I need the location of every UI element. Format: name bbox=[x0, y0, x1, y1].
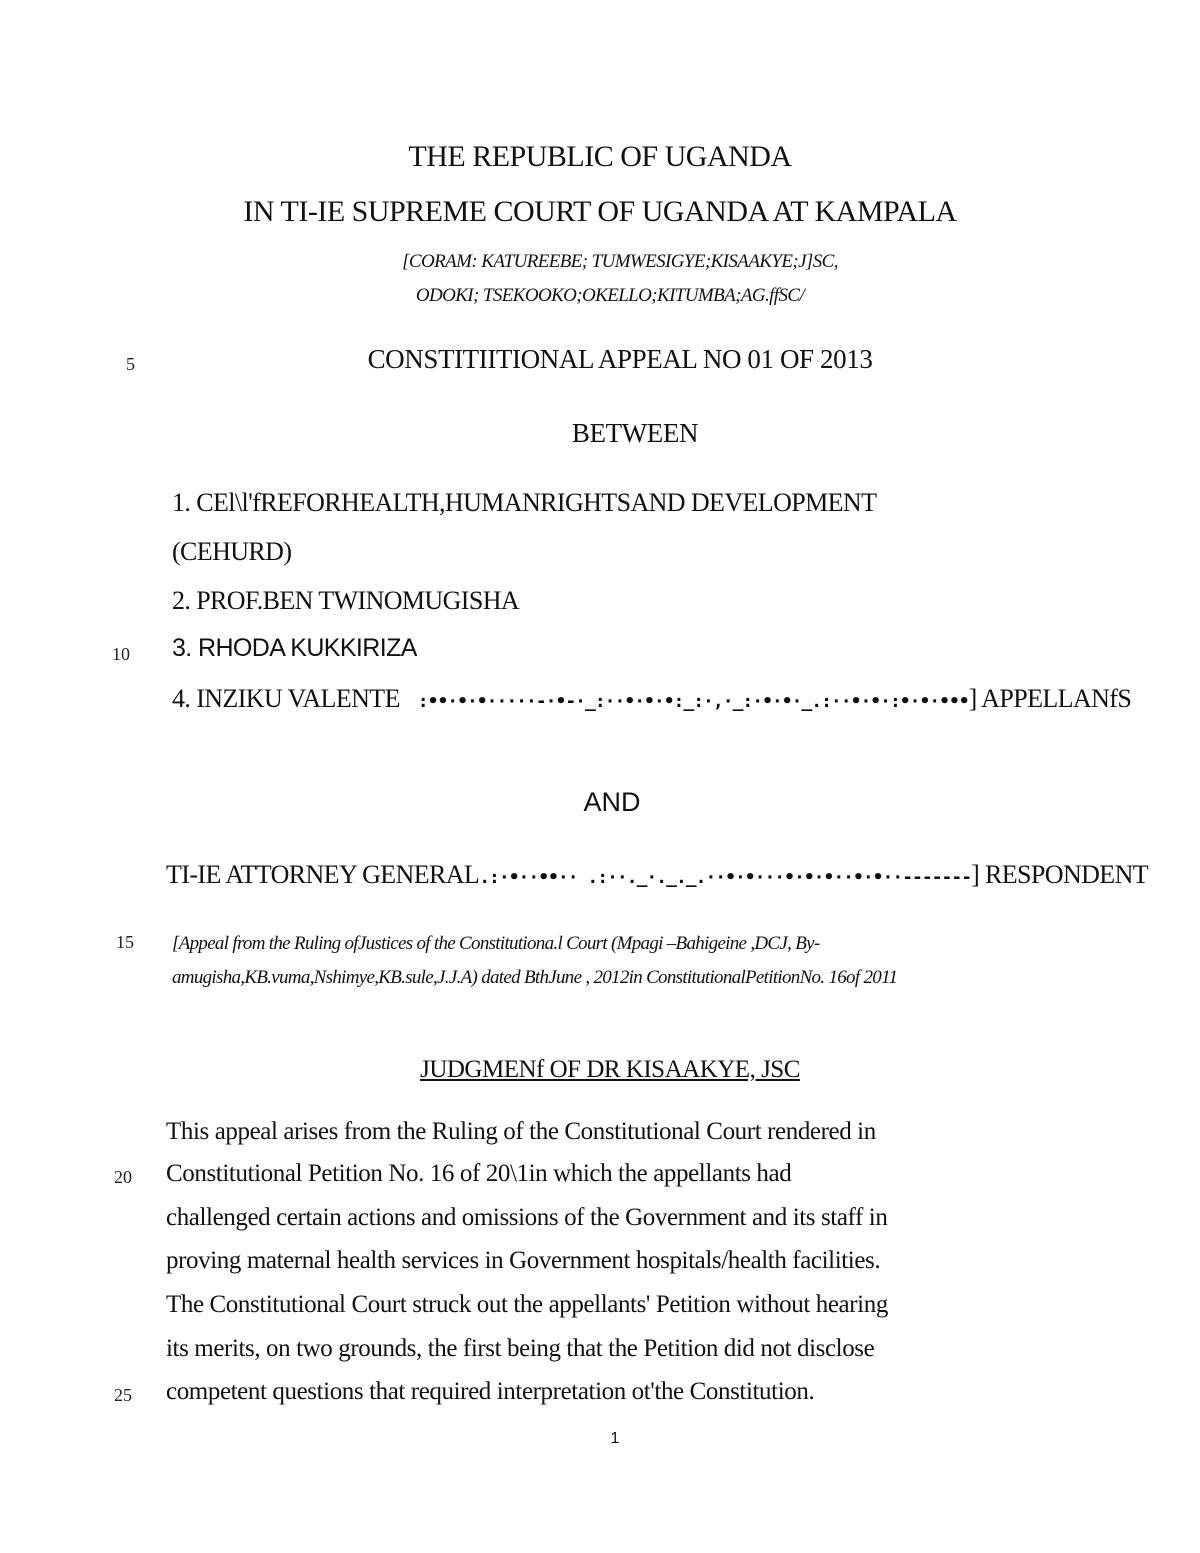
line-number-10: 10 bbox=[112, 644, 130, 664]
body-line-7: competent questions that required interpretation ot'the Constitution. bbox=[166, 1378, 815, 1405]
respondent-row bbox=[166, 860, 1148, 890]
body-line-5: The Constitutional Court struck out the appellants' Petition without hearing bbox=[166, 1291, 888, 1318]
body-line-6: its merits, on two grounds, the first being that the Petition did not disclose bbox=[166, 1335, 875, 1362]
judgment-title: JUDGMENf OF DR KISAAKYE, JSC bbox=[420, 1056, 800, 1083]
appellant-1-line-1: 1. CEl\l'fREFORHEALTH,HUMANRIGHTSAND DEVELOPMENT bbox=[172, 488, 877, 517]
coram-line-1: [CORAM: KATUREEBE; TUMWESIGYE;KISAAKYE;J]SC, bbox=[402, 251, 838, 272]
between-heading: BETWEEN bbox=[571, 418, 699, 448]
and-separator: AND bbox=[583, 787, 641, 817]
appeal-from-note: [Appeal from the Ruling ofJustices of the Constitutiona.l Court (Mpagi –Bahigeine ,DCJ, By-amugisha,KB.vuma,Nshimye,KB.sule,J.J.A) dated BthJune , 2012in ConstitutionalPetitionNo. 16of 2011 bbox=[172, 933, 898, 988]
appeal-number: CONSTITIITIONAL APPEAL NO 01 OF 2013 bbox=[367, 344, 873, 374]
body-line-4: proving maternal health services in Government hospitals/health facilities. bbox=[166, 1247, 881, 1274]
respondent-role: ] RESPONDENT bbox=[971, 860, 1149, 889]
appellant-2: 2. PROF.BEN TWINOMUGISHA bbox=[172, 586, 520, 615]
republic-heading: THE REPUBLIC OF UGANDA bbox=[408, 140, 792, 173]
respondent-leader-dots: .:·•··••·· .:··._·._._.··•·•···•·•·•··•·•··------- bbox=[479, 867, 972, 888]
respondent-name: TI-IE ATTORNEY GENERAL bbox=[166, 860, 480, 889]
appellant-1-line-2: (CEHURD) bbox=[172, 537, 292, 566]
appellant-3: 3. RHODA KUKKIRIZA bbox=[172, 634, 417, 662]
coram-line-2: ODOKI; TSEKOOKO;OKELLO;KITUMBA;AG.ffSC/ bbox=[415, 285, 805, 306]
line-number-5: 5 bbox=[126, 354, 135, 374]
body-line-2: Constitutional Petition No. 16 of 20\1in which the appellants had bbox=[166, 1160, 792, 1187]
court-heading: IN TI-IE SUPREME COURT OF UGANDA AT KAMPALA bbox=[243, 195, 957, 228]
line-number-25: 25 bbox=[114, 1385, 132, 1405]
line-number-20: 20 bbox=[114, 1167, 132, 1187]
page-number: 1 bbox=[610, 1430, 620, 1447]
appellants-role: ] APPELLANfS bbox=[968, 684, 1132, 713]
body-line-1: This appeal arises from the Ruling of the Constitutional Court rendered in bbox=[166, 1118, 876, 1145]
appellant-4: 4. INZIKU VALENTE bbox=[172, 684, 400, 713]
line-number-15: 15 bbox=[116, 932, 134, 952]
appellant-4-leader-dots: :••·•·•·····-·•-·_:··•·•·•:_:·,·_:·•·•·_.:··•·•·:•·•·••• bbox=[417, 691, 969, 712]
appellant-4-row bbox=[172, 684, 1131, 714]
body-line-3: challenged certain actions and omissions of the Government and its staff in bbox=[166, 1204, 888, 1231]
